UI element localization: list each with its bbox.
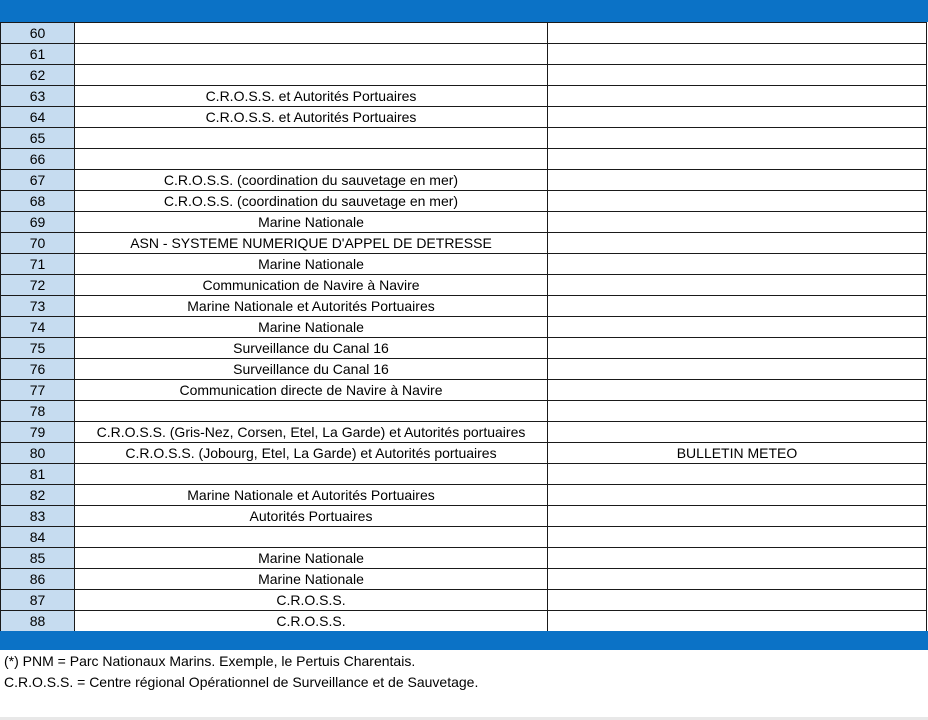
channel-usage-cell[interactable]: C.R.O.S.S. et Autorités Portuaires: [75, 107, 548, 128]
channel-number-cell[interactable]: 76: [1, 359, 75, 380]
channel-number-cell[interactable]: 60: [1, 23, 75, 44]
channel-number-cell[interactable]: 82: [1, 485, 75, 506]
channel-number-cell[interactable]: 65: [1, 128, 75, 149]
channel-usage-cell[interactable]: Marine Nationale: [75, 212, 548, 233]
channel-number-cell[interactable]: 66: [1, 149, 75, 170]
table-row: [1, 170, 927, 191]
channel-note-cell[interactable]: [548, 485, 927, 506]
table-row: [1, 506, 927, 527]
channel-note-cell[interactable]: [548, 611, 927, 632]
channel-usage-cell[interactable]: C.R.O.S.S. (coordination du sauvetage en mer): [75, 191, 548, 212]
channel-note-cell[interactable]: [548, 233, 927, 254]
channel-usage-cell[interactable]: Marine Nationale: [75, 317, 548, 338]
channel-usage-cell[interactable]: [75, 527, 548, 548]
table-row: [1, 527, 927, 548]
channel-number-cell[interactable]: 62: [1, 65, 75, 86]
channel-usage-cell[interactable]: C.R.O.S.S. (Gris-Nez, Corsen, Etel, La Garde) et Autorités portuaires: [75, 422, 548, 443]
channel-note-cell[interactable]: [548, 401, 927, 422]
channel-note-cell[interactable]: BULLETIN METEO: [548, 443, 927, 464]
table-row: [1, 359, 927, 380]
channel-number-cell[interactable]: 78: [1, 401, 75, 422]
channel-usage-cell[interactable]: [75, 65, 548, 86]
channel-number-cell[interactable]: 64: [1, 107, 75, 128]
channel-number-cell[interactable]: 86: [1, 569, 75, 590]
channel-number-cell[interactable]: 61: [1, 44, 75, 65]
channel-number-cell[interactable]: 75: [1, 338, 75, 359]
table-row: [1, 107, 927, 128]
channel-note-cell[interactable]: [548, 590, 927, 611]
channel-note-cell[interactable]: [548, 359, 927, 380]
table-row: [1, 254, 927, 275]
channel-note-cell[interactable]: [548, 317, 927, 338]
table-row: [1, 128, 927, 149]
footnote-pnm: (*) PNM = Parc Nationaux Marins. Exemple, le Pertuis Charentais.: [4, 653, 416, 669]
footer-band: [0, 631, 928, 650]
channel-usage-cell[interactable]: Surveillance du Canal 16: [75, 338, 548, 359]
channel-usage-cell[interactable]: [75, 464, 548, 485]
channel-usage-cell[interactable]: [75, 149, 548, 170]
channel-note-cell[interactable]: [548, 254, 927, 275]
channel-note-cell[interactable]: [548, 296, 927, 317]
channel-usage-cell[interactable]: Marine Nationale: [75, 569, 548, 590]
table-row: [1, 590, 927, 611]
table-row: [1, 422, 927, 443]
channel-number-cell[interactable]: 81: [1, 464, 75, 485]
channel-number-cell[interactable]: 67: [1, 170, 75, 191]
table-row: [1, 212, 927, 233]
channel-note-cell[interactable]: [548, 569, 927, 590]
channel-number-cell[interactable]: 87: [1, 590, 75, 611]
table-row: [1, 569, 927, 590]
channel-number-cell[interactable]: 88: [1, 611, 75, 632]
channel-note-cell[interactable]: [548, 107, 927, 128]
header-band: [0, 0, 928, 22]
channel-usage-cell[interactable]: [75, 44, 548, 65]
channel-number-cell[interactable]: 71: [1, 254, 75, 275]
channel-note-cell[interactable]: [548, 338, 927, 359]
table-row: [1, 191, 927, 212]
channel-note-cell[interactable]: [548, 23, 927, 44]
table-row: [1, 233, 927, 254]
channel-number-cell[interactable]: 70: [1, 233, 75, 254]
channel-number-cell[interactable]: 63: [1, 86, 75, 107]
table-row: [1, 611, 927, 632]
channel-usage-cell[interactable]: Communication de Navire à Navire: [75, 275, 548, 296]
channel-usage-cell[interactable]: C.R.O.S.S. et Autorités Portuaires: [75, 86, 548, 107]
table-row: [1, 149, 927, 170]
channel-note-cell[interactable]: [548, 128, 927, 149]
channel-usage-cell[interactable]: ASN - SYSTEME NUMERIQUE D'APPEL DE DETRESSE: [75, 233, 548, 254]
table-row: [1, 548, 927, 569]
table-row: [1, 338, 927, 359]
footnote-cross: C.R.O.S.S. = Centre régional Opérationnel de Surveillance et de Sauvetage.: [4, 674, 479, 690]
channel-note-cell[interactable]: [548, 149, 927, 170]
channel-usage-cell[interactable]: C.R.O.S.S.: [75, 590, 548, 611]
channel-note-cell[interactable]: [548, 527, 927, 548]
table-row: [1, 86, 927, 107]
channel-usage-cell[interactable]: C.R.O.S.S.: [75, 611, 548, 632]
channel-usage-cell[interactable]: Marine Nationale et Autorités Portuaires: [75, 485, 548, 506]
channel-number-cell[interactable]: 77: [1, 380, 75, 401]
channel-usage-cell[interactable]: [75, 128, 548, 149]
channel-number-cell[interactable]: 79: [1, 422, 75, 443]
channel-note-cell[interactable]: [548, 170, 927, 191]
table-row: [1, 464, 927, 485]
channel-number-cell[interactable]: 80: [1, 443, 75, 464]
channel-note-cell[interactable]: [548, 191, 927, 212]
table-row: [1, 44, 927, 65]
channel-usage-cell[interactable]: [75, 23, 548, 44]
channel-note-cell[interactable]: [548, 44, 927, 65]
channel-number-cell[interactable]: 69: [1, 212, 75, 233]
channel-number-cell[interactable]: 68: [1, 191, 75, 212]
channel-usage-cell[interactable]: Marine Nationale et Autorités Portuaires: [75, 296, 548, 317]
channel-usage-cell[interactable]: C.R.O.S.S. (Jobourg, Etel, La Garde) et Autorités portuaires: [75, 443, 548, 464]
channel-number-cell[interactable]: 83: [1, 506, 75, 527]
footnotes: [4, 651, 924, 693]
channel-number-cell[interactable]: 85: [1, 548, 75, 569]
channel-usage-cell[interactable]: Marine Nationale: [75, 548, 548, 569]
channel-note-cell[interactable]: [548, 506, 927, 527]
channel-usage-cell[interactable]: C.R.O.S.S. (coordination du sauvetage en mer): [75, 170, 548, 191]
channel-number-cell[interactable]: 73: [1, 296, 75, 317]
table-row: [1, 296, 927, 317]
table-row: [1, 443, 927, 464]
channel-note-cell[interactable]: [548, 422, 927, 443]
channel-usage-cell[interactable]: Surveillance du Canal 16: [75, 359, 548, 380]
channel-note-cell[interactable]: [548, 380, 927, 401]
channel-number-cell[interactable]: 74: [1, 317, 75, 338]
channel-note-cell[interactable]: [548, 212, 927, 233]
channel-note-cell[interactable]: [548, 65, 927, 86]
channel-note-cell[interactable]: [548, 86, 927, 107]
channel-note-cell[interactable]: [548, 275, 927, 296]
channel-number-cell[interactable]: 72: [1, 275, 75, 296]
channel-table: [0, 22, 927, 632]
table-row: [1, 65, 927, 86]
channel-note-cell[interactable]: [548, 548, 927, 569]
table-row: [1, 23, 927, 44]
table-row: [1, 275, 927, 296]
channel-usage-cell[interactable]: [75, 401, 548, 422]
channel-note-cell[interactable]: [548, 464, 927, 485]
table-row: [1, 485, 927, 506]
table-row: [1, 317, 927, 338]
channel-table-body: [1, 23, 927, 632]
channel-usage-cell[interactable]: Communication directe de Navire à Navire: [75, 380, 548, 401]
channel-usage-cell[interactable]: Autorités Portuaires: [75, 506, 548, 527]
table-row: [1, 401, 927, 422]
channel-number-cell[interactable]: 84: [1, 527, 75, 548]
table-row: [1, 380, 927, 401]
channel-usage-cell[interactable]: Marine Nationale: [75, 254, 548, 275]
